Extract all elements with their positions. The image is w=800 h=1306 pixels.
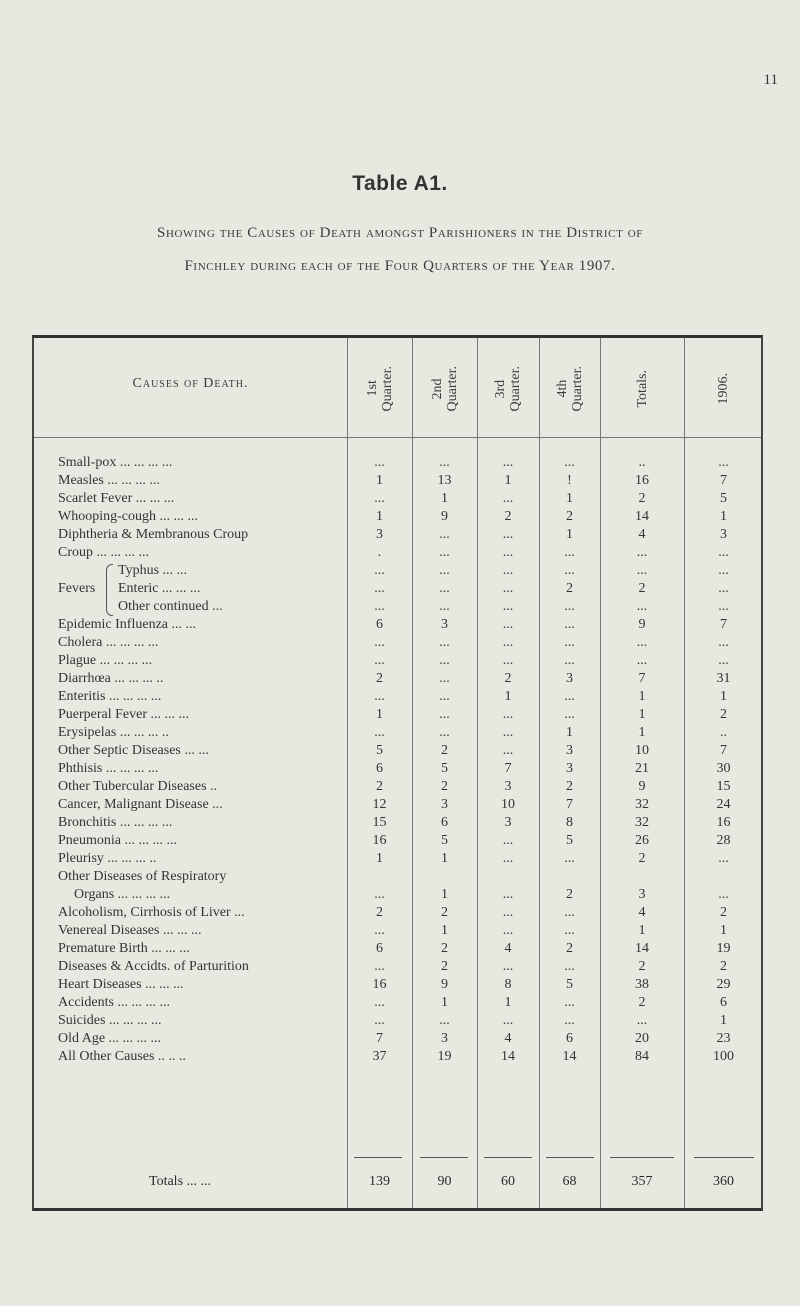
q4-value: !	[567, 473, 572, 488]
1906-value: 19	[716, 941, 731, 956]
q3-value: ...	[502, 491, 514, 506]
q2-value: 5	[441, 761, 448, 776]
q2-value: 2	[441, 941, 448, 956]
table-row	[34, 634, 761, 652]
1906-value: 31	[716, 671, 731, 686]
header-4th-quarter: 4th Quarter.	[554, 366, 585, 412]
q2-value: 3	[441, 1031, 448, 1046]
q3-value: ...	[502, 887, 514, 902]
q2-value: 6	[441, 815, 448, 830]
table-row	[34, 688, 761, 706]
q4-value: ...	[564, 635, 575, 650]
q2-value: 3	[441, 617, 448, 632]
q4-value: ...	[564, 1013, 575, 1028]
cause-label: Small-pox ... ... ... ...	[58, 455, 173, 470]
sum-rule	[354, 1157, 402, 1158]
total-value: ...	[636, 653, 648, 668]
q1-value: ...	[374, 995, 385, 1010]
q3-value: ...	[502, 743, 514, 758]
q2-value: 9	[441, 977, 448, 992]
table-row	[34, 706, 761, 724]
q2-value: 5	[441, 833, 448, 848]
page-number: 11	[763, 72, 778, 88]
q3-value: 2	[504, 509, 512, 524]
cause-label: Scarlet Fever ... ... ...	[58, 491, 175, 506]
cause-label: Phthisis ... ... ... ...	[58, 761, 159, 776]
q2-value: ...	[439, 581, 450, 596]
cause-label: Other Tubercular Diseases ..	[58, 779, 218, 794]
cause-label-continued: Organs ... ... ... ...	[74, 887, 171, 902]
table-row	[34, 616, 761, 634]
q3-value: 7	[504, 761, 512, 776]
table-row	[34, 652, 761, 670]
q2-value: 1	[441, 923, 448, 938]
q2-value: ...	[439, 725, 450, 740]
1906-value: ...	[718, 887, 729, 902]
q1-value: ...	[374, 959, 385, 974]
cause-label: Plague ... ... ... ...	[58, 653, 153, 668]
q1-value: 37	[372, 1049, 387, 1064]
q1-value: ...	[374, 581, 385, 596]
cause-label: Whooping-cough ... ... ...	[58, 509, 198, 524]
q4-value: 2	[566, 509, 573, 524]
table-row	[34, 670, 761, 688]
table-row	[34, 490, 761, 508]
q3-value: ...	[502, 923, 514, 938]
q1-value: 2	[376, 779, 383, 794]
total-value: 4	[638, 905, 646, 920]
table-row	[34, 580, 761, 598]
total-value: ...	[636, 635, 648, 650]
cause-label: Puerperal Fever ... ... ...	[58, 707, 190, 722]
q3-value: ...	[502, 617, 514, 632]
q2-value: 2	[441, 743, 448, 758]
q2-value: ...	[439, 563, 450, 578]
total-value: 2	[638, 851, 646, 866]
q1-value: 6	[376, 941, 383, 956]
table-row	[34, 742, 761, 760]
1906-value: 1	[720, 923, 727, 938]
1906-value: 2	[720, 959, 727, 974]
1906-value: 29	[716, 977, 731, 992]
1906-value: 1	[720, 509, 727, 524]
total-value: 7	[638, 671, 646, 686]
header-2nd-quarter: 2nd Quarter.	[429, 366, 460, 412]
q3-value: ...	[502, 563, 514, 578]
table-row	[34, 868, 761, 904]
cause-label: Cholera ... ... ... ...	[58, 635, 159, 650]
total-value: 3	[638, 887, 646, 902]
totals-1906-value: 360	[713, 1174, 734, 1189]
totals-row	[34, 1172, 761, 1192]
q1-value: 2	[376, 671, 383, 686]
total-value: 9	[638, 617, 646, 632]
1906-value: 2	[720, 707, 727, 722]
cause-label: Other Septic Diseases ... ...	[58, 743, 209, 758]
1906-value: ...	[718, 581, 729, 596]
q2-value: ...	[439, 689, 450, 704]
q4-value: 8	[566, 815, 573, 830]
q1-value: 1	[376, 707, 383, 722]
1906-value: 23	[716, 1031, 731, 1046]
1906-value: 1	[720, 689, 727, 704]
total-value: 38	[635, 977, 649, 992]
q2-value: ...	[439, 599, 450, 614]
q4-value: ...	[564, 905, 575, 920]
cause-label: Enteritis ... ... ... ...	[58, 689, 162, 704]
total-value: ...	[636, 599, 648, 614]
cause-label: Epidemic Influenza ... ...	[58, 617, 197, 632]
q2-value: ...	[439, 1013, 450, 1028]
q2-value: ...	[439, 545, 450, 560]
cause-label: Cancer, Malignant Disease ...	[58, 797, 223, 812]
q2-value: 1	[441, 887, 448, 902]
q4-value: ...	[564, 545, 575, 560]
q3-value: ...	[502, 527, 514, 542]
cause-label: All Other Causes .. .. ..	[58, 1049, 186, 1064]
q2-value: ...	[439, 635, 450, 650]
q1-value: 6	[376, 761, 383, 776]
q4-value: 1	[566, 491, 573, 506]
q3-value: 10	[501, 797, 515, 812]
table-row	[34, 1048, 761, 1066]
total-value: 1	[638, 923, 646, 938]
q4-value: ...	[564, 959, 575, 974]
header-rule	[34, 437, 761, 438]
q1-value: ...	[374, 887, 385, 902]
table-title: Table A1.	[352, 172, 448, 195]
causes-column-header: Causes of Death.	[132, 376, 249, 391]
table-caption-line-1: Showing the Causes of Death amongst Parishioners in the District of	[157, 225, 643, 241]
q3-value: 4	[504, 1031, 512, 1046]
total-value: 20	[635, 1031, 649, 1046]
q2-value: 13	[437, 473, 452, 488]
total-value: 2	[638, 959, 646, 974]
q4-value: 3	[566, 761, 573, 776]
sum-rule	[546, 1157, 594, 1158]
1906-value: ...	[718, 563, 729, 578]
cause-label: Accidents ... ... ... ...	[58, 995, 170, 1010]
q2-value: 3	[441, 797, 448, 812]
header-1906: 1906.	[716, 373, 731, 405]
q1-value: 2	[376, 905, 383, 920]
q2-value: 9	[441, 509, 448, 524]
q1-value: .	[377, 545, 382, 560]
q3-value: 1	[504, 995, 512, 1010]
1906-value: 7	[720, 473, 727, 488]
cause-label: Enteric ... ... ...	[118, 581, 201, 596]
cause-label: Diarrhœa ... ... ... ..	[58, 671, 164, 686]
table-row	[34, 976, 761, 994]
q3-value: ...	[502, 1013, 514, 1028]
header-3rd-quarter: 3rd Quarter.	[493, 366, 523, 412]
q3-value: ...	[502, 725, 514, 740]
cause-label: Premature Birth ... ... ...	[58, 941, 190, 956]
sum-rule	[420, 1157, 468, 1158]
table-row	[34, 922, 761, 940]
table-row	[34, 1030, 761, 1048]
q2-value: ...	[439, 527, 450, 542]
q4-value: ...	[564, 689, 575, 704]
q3-value: ...	[502, 851, 514, 866]
q4-value: 2	[566, 941, 573, 956]
table-row	[34, 994, 761, 1012]
q1-value: ...	[374, 923, 385, 938]
cause-label: Heart Diseases ... ... ...	[58, 977, 184, 992]
q1-value: 1	[376, 509, 383, 524]
1906-value: ...	[718, 851, 729, 866]
cause-label: Typhus ... ...	[118, 563, 188, 578]
q4-value: ...	[564, 617, 575, 632]
table-row	[34, 454, 761, 472]
total-value: 16	[635, 473, 649, 488]
q1-value: 1	[376, 473, 383, 488]
total-value: ...	[636, 545, 648, 560]
sum-rule	[694, 1157, 754, 1158]
q2-value: ...	[439, 707, 450, 722]
1906-value: 7	[720, 743, 727, 758]
total-value: 21	[635, 761, 649, 776]
q3-value: ...	[502, 581, 514, 596]
q2-value: ...	[439, 455, 450, 470]
total-value: 10	[635, 743, 649, 758]
cause-label: Pneumonia ... ... ... ...	[58, 833, 177, 848]
table-row	[34, 508, 761, 526]
table-row	[34, 940, 761, 958]
1906-value: 3	[720, 527, 727, 542]
total-value: 84	[635, 1049, 649, 1064]
1906-value: ...	[718, 455, 729, 470]
q1-value: ...	[374, 455, 385, 470]
q3-value: ...	[502, 905, 514, 920]
q4-value: ...	[564, 995, 575, 1010]
q4-value: ...	[564, 851, 575, 866]
cause-label: Old Age ... ... ... ...	[58, 1031, 162, 1046]
cause-label: Croup ... ... ... ...	[58, 545, 149, 560]
total-value: ..	[638, 455, 646, 470]
total-value: 1	[638, 689, 646, 704]
q4-value: 1	[566, 527, 573, 542]
1906-value: 6	[720, 995, 727, 1010]
total-value: 14	[635, 509, 649, 524]
totals-q2-value: 90	[437, 1174, 452, 1189]
totals-total-value: 357	[631, 1174, 653, 1189]
q3-value: ...	[502, 545, 514, 560]
1906-value: 28	[716, 833, 731, 848]
sum-rule	[484, 1157, 532, 1158]
table-caption-line-2: Finchley during each of the Four Quarters of the Year 1907.	[184, 258, 616, 274]
q2-value: ...	[439, 671, 450, 686]
totals-q3-value: 60	[501, 1174, 515, 1189]
q3-value: ...	[502, 635, 514, 650]
table-row	[34, 778, 761, 796]
cause-label: Alcoholism, Cirrhosis of Liver ...	[58, 905, 245, 920]
1906-value: 24	[716, 797, 731, 812]
q1-value: 5	[376, 743, 383, 758]
total-value: 2	[638, 581, 646, 596]
cause-label: Diphtheria & Membranous Croup	[58, 527, 249, 542]
q4-value: 3	[566, 671, 573, 686]
table-row	[34, 832, 761, 850]
table-row	[34, 760, 761, 778]
1906-value: 7	[720, 617, 727, 632]
fevers-group	[34, 562, 761, 616]
sum-rule	[610, 1157, 674, 1158]
q1-value: 1	[376, 851, 383, 866]
q3-value: ...	[502, 455, 514, 470]
1906-value: 30	[716, 761, 731, 776]
q4-value: 6	[566, 1031, 573, 1046]
q3-value: ...	[502, 707, 514, 722]
totals-q1-value: 139	[369, 1174, 390, 1189]
q2-value: 2	[441, 905, 448, 920]
q2-value: 19	[437, 1049, 452, 1064]
total-value: 9	[638, 779, 646, 794]
q4-value: 3	[566, 743, 573, 758]
1906-value: ..	[720, 725, 727, 740]
table-body	[34, 454, 761, 1066]
q1-value: ...	[374, 725, 385, 740]
q2-value: 2	[441, 779, 448, 794]
1906-value: ...	[718, 653, 729, 668]
table-row	[34, 598, 761, 616]
q4-value: 2	[566, 887, 573, 902]
header-totals: Totals.	[634, 370, 650, 408]
q1-value: ...	[374, 689, 385, 704]
causes-of-death-table	[32, 335, 763, 1211]
q3-value: ...	[502, 959, 514, 974]
cause-label: Erysipelas ... ... ... ..	[58, 725, 169, 740]
cause-label: Diseases & Accidts. of Parturition	[58, 959, 249, 974]
q2-value: 1	[441, 851, 448, 866]
cause-label: Bronchitis ... ... ... ...	[58, 815, 173, 830]
1906-value: 15	[716, 779, 731, 794]
total-value: 2	[638, 491, 646, 506]
cause-label: Measles ... ... ... ...	[58, 473, 160, 488]
q4-value: ...	[564, 923, 575, 938]
q1-value: ...	[374, 491, 385, 506]
cause-label: Venereal Diseases ... ... ...	[58, 923, 202, 938]
q4-value: 2	[566, 581, 573, 596]
q4-value: ...	[564, 653, 575, 668]
1906-value: ...	[718, 599, 729, 614]
q1-value: 3	[376, 527, 383, 542]
table-row	[34, 724, 761, 742]
total-value: 26	[635, 833, 649, 848]
q3-value: 2	[504, 671, 512, 686]
table-row	[34, 544, 761, 562]
table-row	[34, 526, 761, 544]
q3-value: ...	[502, 599, 514, 614]
cause-label: Suicides ... ... ... ...	[58, 1013, 162, 1028]
q1-value: 15	[372, 815, 387, 830]
q3-value: 3	[504, 779, 512, 794]
cause-label: Other continued ...	[118, 599, 223, 614]
total-value: 32	[635, 797, 649, 812]
q2-value: 1	[441, 491, 448, 506]
q4-value: 14	[562, 1049, 577, 1064]
total-value: 14	[635, 941, 649, 956]
q1-value: 16	[372, 833, 387, 848]
1906-value: 2	[720, 905, 727, 920]
total-value: 2	[638, 995, 646, 1010]
q3-value: ...	[502, 833, 514, 848]
totals-q4-value: 68	[562, 1174, 577, 1189]
q1-value: ...	[374, 599, 385, 614]
table-row	[34, 958, 761, 976]
q1-value: 16	[372, 977, 387, 992]
cause-label: Other Diseases of Respiratory	[58, 869, 227, 884]
total-value: 1	[638, 707, 646, 722]
q4-value: 5	[566, 977, 573, 992]
q4-value: ...	[564, 707, 575, 722]
q3-value: 4	[504, 941, 512, 956]
q1-value: 6	[376, 617, 383, 632]
q2-value: 2	[441, 959, 448, 974]
q3-value: 1	[504, 473, 512, 488]
1906-value: ...	[718, 635, 729, 650]
q2-value: ...	[439, 653, 450, 668]
total-value: 32	[635, 815, 649, 830]
q4-value: 5	[566, 833, 573, 848]
1906-value: 1	[720, 1013, 727, 1028]
total-value: 4	[638, 527, 646, 542]
q1-value: ...	[374, 1013, 385, 1028]
table-row	[34, 472, 761, 490]
q3-value: ...	[502, 653, 514, 668]
total-value: ...	[636, 1013, 648, 1028]
q1-value: ...	[374, 653, 385, 668]
q2-value: 1	[441, 995, 448, 1010]
fevers-label: Fevers	[58, 581, 96, 596]
q3-value: 8	[504, 977, 512, 992]
q4-value: 1	[566, 725, 573, 740]
q4-value: ...	[564, 599, 575, 614]
1906-value: ...	[718, 545, 729, 560]
table-row	[34, 814, 761, 832]
q1-value: ...	[374, 563, 385, 578]
cause-label: Pleurisy ... ... ... ..	[58, 851, 157, 866]
table-row	[34, 904, 761, 922]
q4-value: 2	[566, 779, 573, 794]
q1-value: 12	[372, 797, 387, 812]
q4-value: ...	[564, 455, 575, 470]
total-value: ...	[636, 563, 648, 578]
q4-value: 7	[566, 797, 573, 812]
q3-value: 14	[501, 1049, 515, 1064]
q1-value: ...	[374, 635, 385, 650]
total-value: 1	[638, 725, 646, 740]
table-row	[34, 562, 761, 580]
1906-value: 5	[720, 491, 727, 506]
q1-value: 7	[376, 1031, 383, 1046]
header-1st-quarter: 1st Quarter.	[364, 366, 395, 412]
1906-value: 16	[716, 815, 731, 830]
table-row	[34, 796, 761, 814]
table-row	[34, 850, 761, 868]
q3-value: 3	[504, 815, 512, 830]
totals-label: Totals ... ...	[149, 1174, 212, 1189]
1906-value: 100	[713, 1049, 734, 1064]
q3-value: 1	[504, 689, 512, 704]
q4-value: ...	[564, 563, 575, 578]
table-row	[34, 1012, 761, 1030]
